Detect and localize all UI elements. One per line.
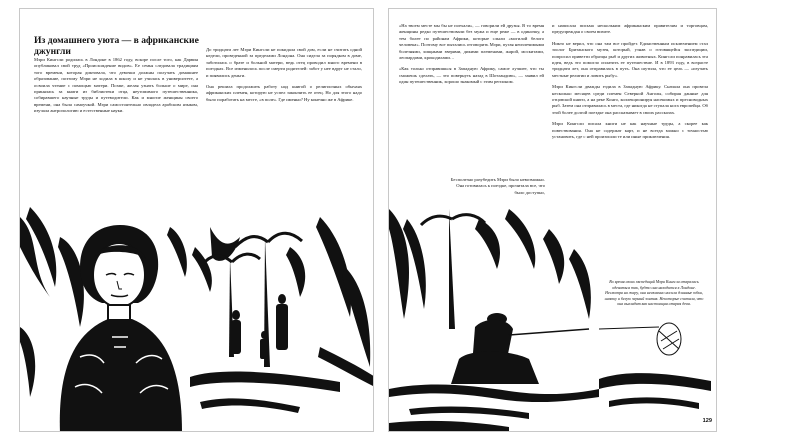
chapter-title: Из домашнего уюта — в африканские джунгли xyxy=(34,35,199,57)
right-text-column-2 xyxy=(552,23,708,146)
paragraph: и написала письма нескольким африканским правителям и торговцам, предупреждая о своем визите. xyxy=(552,23,708,35)
net-detail-illustration xyxy=(599,309,711,419)
paragraph: «Как только отправишься в Западную Африку, самое лучшее, что ты сможешь сделать, — это повернуть назад в Шотландию», — заявил ей один путешественник, хорошо знакомый с этим регионом. xyxy=(399,66,544,85)
right-text-column-1 xyxy=(399,23,544,91)
float-text-block: Бесполезно разубедить Мэри было невозможно. Она готовилась к поездке, прочитала все, что было доступно, xyxy=(450,177,545,195)
jungle-portrait-illustration xyxy=(20,207,374,432)
paragraph: Мэри Кингсли писала книги не как научные труды, а скорее как повествования. Она не содержат карт, и не всегда можно с точностью установить, где с ней произошли те или иные приключения. xyxy=(552,121,708,140)
paragraph: «На твоем месте мы бы не поехали», — говорили ей друзья. В то время женщины редко путешествовали без мужа и еще реже — в одиночку, а тем более по районам Африки, которые слыли «могилой белого человека». Поэтому все пытались отговорить Мэри, пугая неизлечимыми болезнями, хищными зверями, дикими племенами, жарой, москитами, леопардами, крокодилами… xyxy=(399,23,544,61)
paragraph: Она решила продолжить работу над книгой о религиозных обычаях африканских племен, которую не успел закончить ее отец. Но для этого надо было поработать на месте, «в поле». Где именно? Ну конечно же в Африке. xyxy=(206,84,362,102)
paragraph: Мэри Кингсли дважды ездила в Западную Африку. Сначала она провела несколько месяцев среди племен Северной Анголы, собирая данные для отцовской книги, а на реке Конго, коллекционируя насекомых и пресноводных рыб. Затем она отправилась в места, где никогда не ступала нога европейца. Об этой более долгой поездке она рассказывает в своих рассказах. xyxy=(552,84,708,115)
page-gutter xyxy=(374,8,388,432)
left-page xyxy=(19,8,374,432)
paragraph: Никто не верил, что она там все пройдет. Единственным исключением стал зоолог Британского музея, который, узнав о готовящейся экспедиции, попросил привезти образцы рыб и других животных. Кингсли понравилась эта идея, ведь это помогло оплатить ее путешествие. И в 1893 году, в возрасте тридцати лет, она отправилась в путь. Она шутила, что ее цель — «изучать местные религии и ловить рыбу». xyxy=(552,40,708,78)
paragraph: До тридцати лет Мэри Кингсли не покидала свой дом, если не считать одной недели, проведенной за пределами Лондона. Она сидела за порядком в доме, заботилась о брате и больной матери, ведь отец проводил много времени в поездках. Все изменилось после смерти родителей: забот у нее вдруг не стало, и появились деньги. xyxy=(206,47,362,78)
page-number: 129 xyxy=(702,418,712,424)
paragraph: Мэри Кингсли родилась в Лондоне в 1862 году, вскоре после того, как Дарвин опубликовал свой труд «Происхождение видов». Ее семья следовала традициям того времени, которая диктовала, что девочки должны получать домашнее образование, поэтому Мэри не ходила в школу и не училась в университете, а освоила чтение с помощью матери. Позже, желая узнать больше о мире, она принялась за книги из библиотеки отца, неутомимого путешественника, собиравшего научные труды и путеводители. Как и многие женщины своего времени, она была самоучкой. Мэри самостоятельно овладела арабским языком, изучала антропологию и естественные науки. xyxy=(34,57,198,114)
left-text-column-2 xyxy=(206,47,362,108)
river-fishing-illustration xyxy=(389,209,599,432)
left-text-column-1 xyxy=(34,57,198,120)
right-page xyxy=(388,8,717,432)
illustration-caption: Во время своих экспедиций Мэри Кингсли старалась одеваться так, будто она находится в Лондоне. Несмотря на жару, она неизменно носила длинные юбки, шляпку и белую черный зонтик. Некоторые считали, что она выглядит как настоящая старая дева. xyxy=(604,279,704,307)
